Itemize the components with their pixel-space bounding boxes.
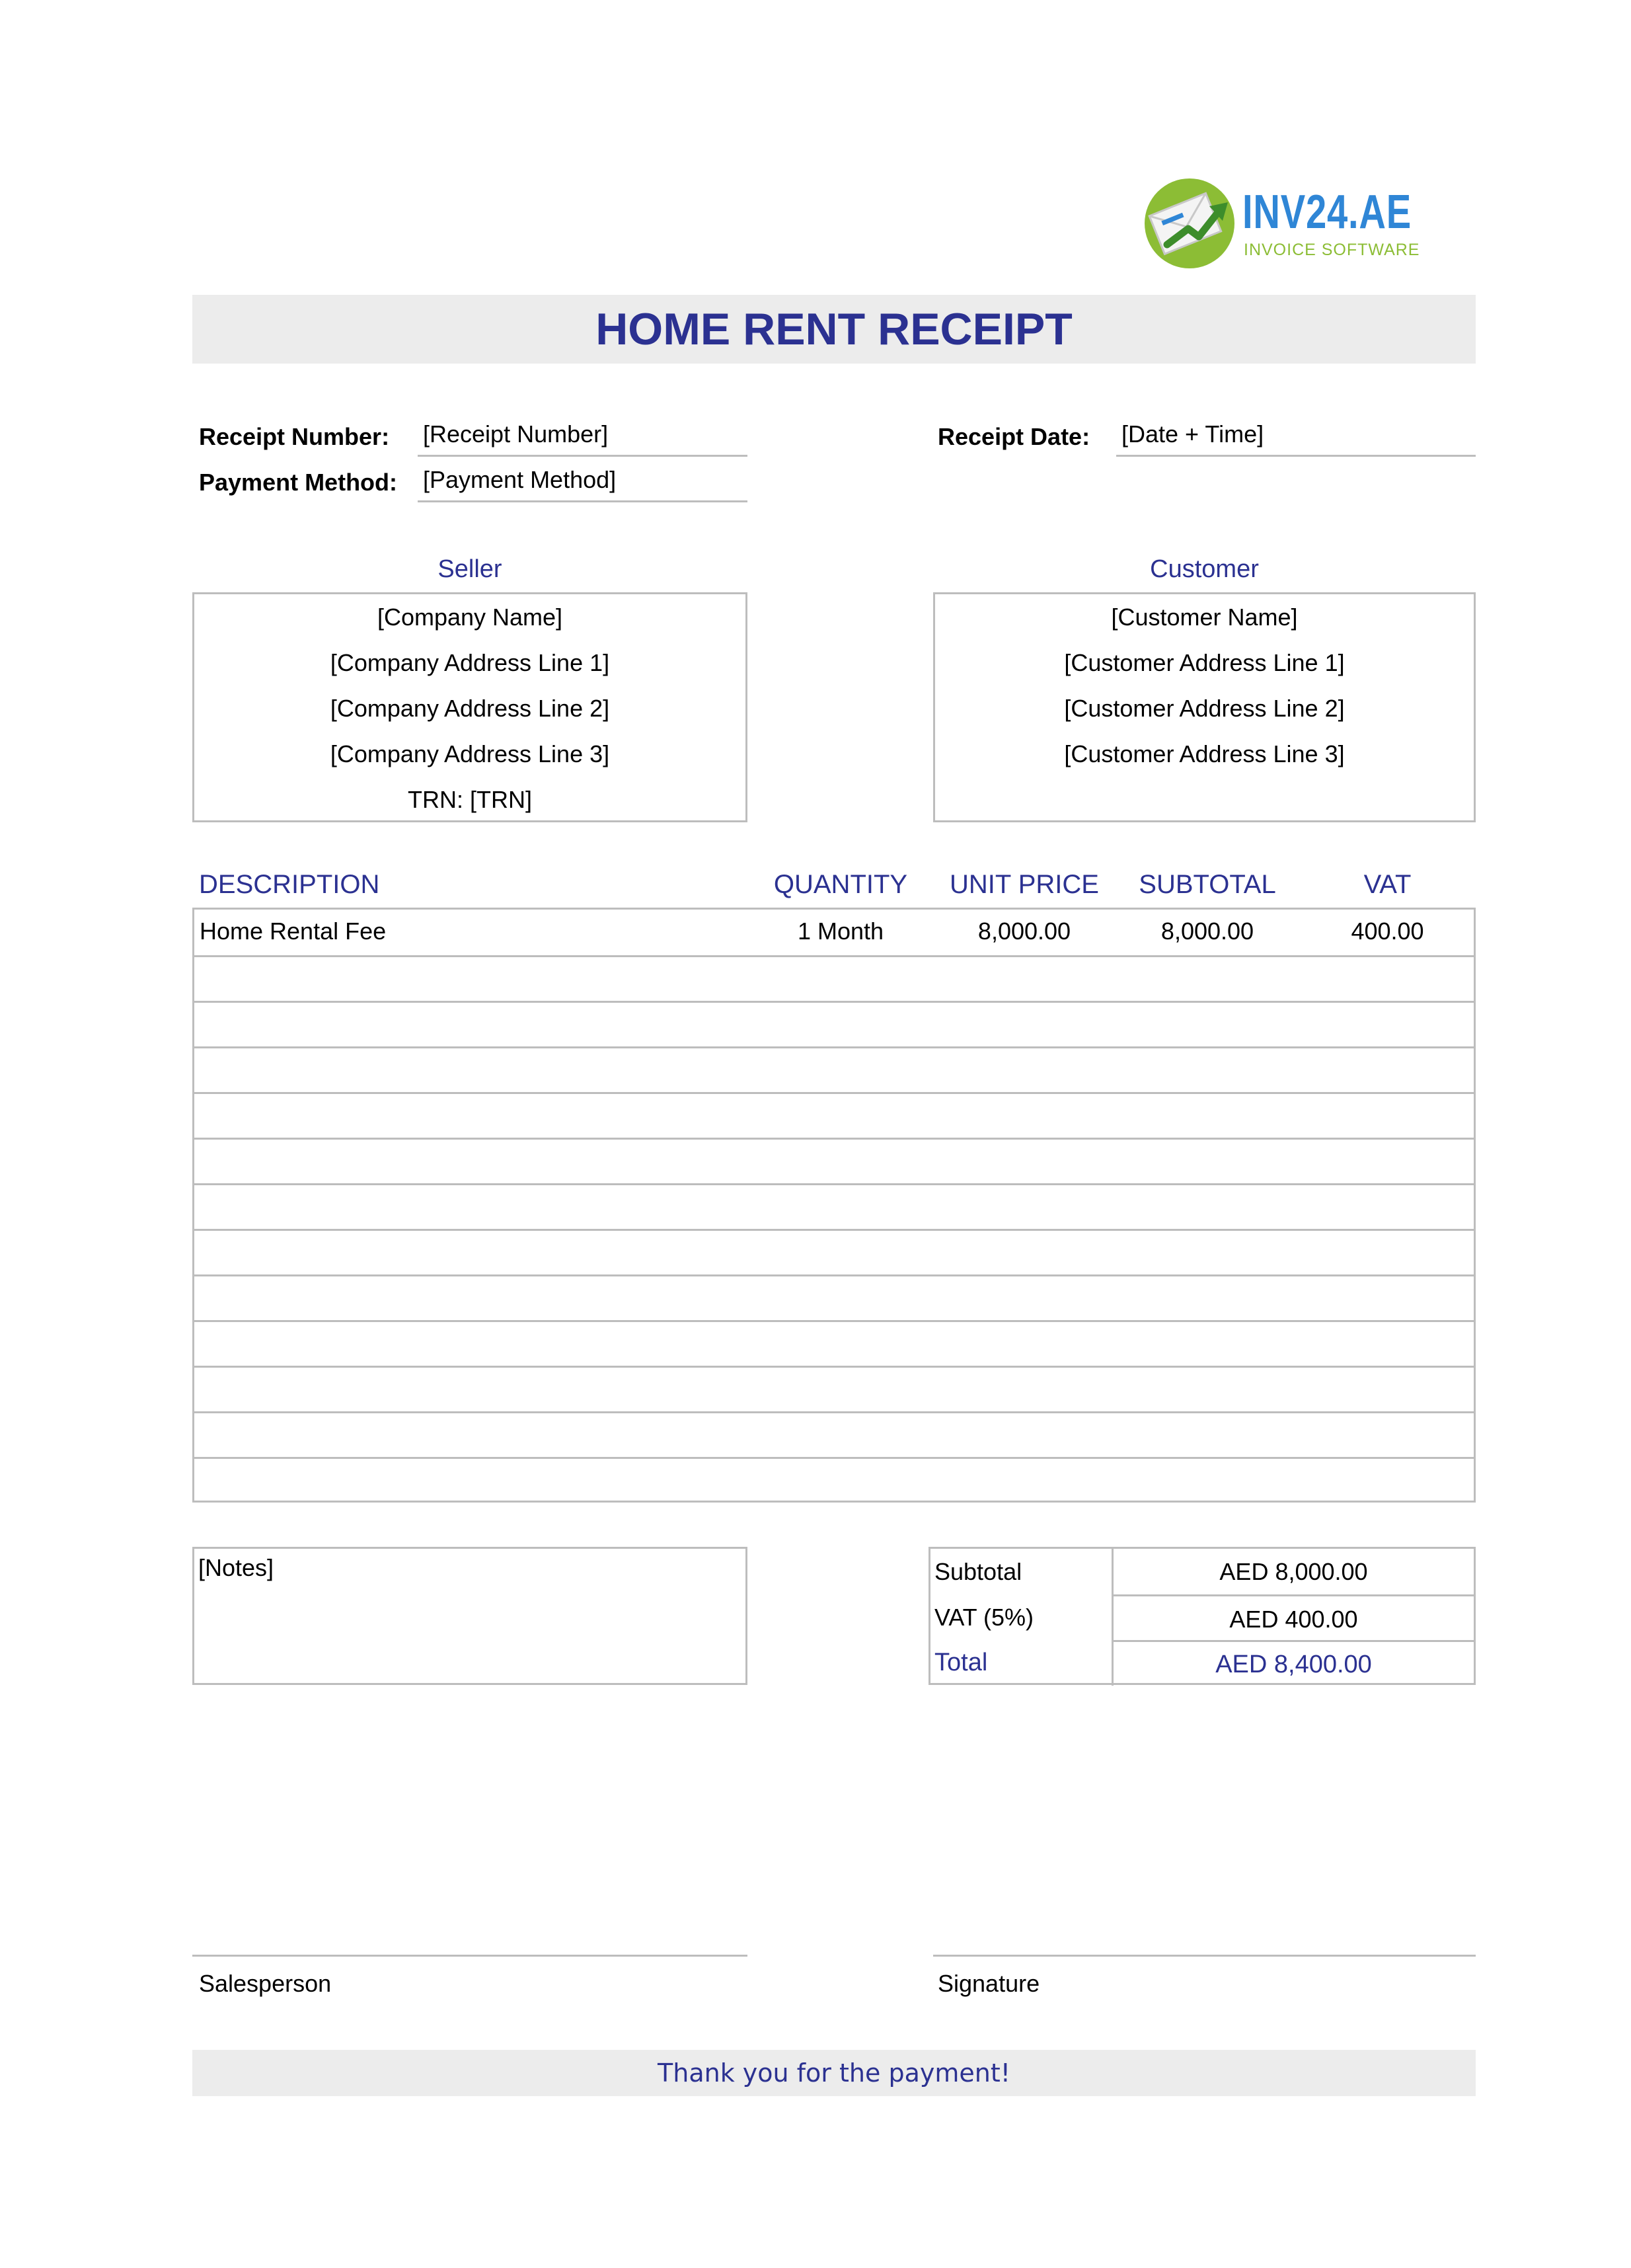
table-row-empty[interactable] [194,1092,1474,1138]
col-header-quantity: QUANTITY [773,870,908,899]
customer-address-line-2: [Customer Address Line 2] [1064,695,1345,722]
col-header-vat: VAT [1363,870,1412,899]
subtotal-value: AED 8,000.00 [1112,1549,1474,1594]
seller-address-line-2: [Company Address Line 2] [330,695,610,722]
table-row[interactable] [194,910,1474,955]
notes-text: [Notes] [198,1554,274,1581]
total-row [930,1640,1474,1686]
receipt-number-field[interactable]: [Receipt Number] [418,420,747,457]
totals-box [929,1547,1476,1685]
notes-box[interactable] [192,1547,747,1685]
vat-value: AED 400.00 [1112,1594,1474,1640]
company-logo [1141,173,1445,272]
signature-label: Signature [938,1970,1040,1997]
receipt-date-field[interactable]: [Date + Time] [1116,420,1476,457]
table-row-empty[interactable] [194,1183,1474,1229]
salesperson-label: Salesperson [199,1970,332,1997]
items-table [192,908,1476,1503]
table-row-empty[interactable] [194,1457,1474,1503]
vat-label: VAT (5%) [934,1604,1034,1631]
title-bar [192,295,1476,364]
table-row-empty[interactable] [194,1274,1474,1320]
seller-trn: TRN: [TRN] [408,786,532,813]
subtotal-label: Subtotal [934,1558,1022,1585]
seller-address-line-1: [Company Address Line 1] [330,649,610,676]
customer-address-line-3: [Customer Address Line 3] [1064,740,1345,767]
footer-bar [192,2050,1476,2096]
logo-tagline: INVOICE SOFTWARE [1244,241,1420,259]
item-vat: 400.00 [1351,918,1424,945]
thank-you-message: Thank you for the payment! [658,2058,1010,2088]
seller-company-name: [Company Name] [377,604,563,631]
col-header-subtotal: SUBTOTAL [1139,870,1276,899]
vat-row [930,1594,1474,1640]
item-subtotal: 8,000.00 [1160,918,1254,945]
customer-heading: Customer [1150,555,1259,583]
seller-heading: Seller [437,555,502,583]
customer-name: [Customer Name] [1111,604,1298,631]
table-row-empty[interactable] [194,1229,1474,1274]
table-row-empty[interactable] [194,1046,1474,1092]
customer-signature-line[interactable] [933,1955,1476,1957]
table-row-empty[interactable] [194,1001,1474,1046]
col-header-unit-price: UNIT PRICE [950,870,1099,899]
subtotal-row [930,1549,1474,1594]
table-row-empty[interactable] [194,1411,1474,1457]
customer-box [933,592,1476,822]
envelope-growth-arrow-logo-icon [1141,173,1240,272]
receipt-number-label: Receipt Number: [199,423,390,450]
total-label: Total [934,1649,988,1676]
payment-method-field[interactable]: [Payment Method] [418,466,747,502]
table-row-empty[interactable] [194,1138,1474,1183]
customer-address-line-1: [Customer Address Line 1] [1064,649,1345,676]
table-row-empty[interactable] [194,1366,1474,1411]
page-title: HOME RENT RECEIPT [595,304,1073,354]
table-row-empty[interactable] [194,1320,1474,1366]
logo-wordmark: INV24.AE [1242,186,1412,239]
table-row-empty[interactable] [194,955,1474,1001]
total-value: AED 8,400.00 [1112,1640,1474,1686]
salesperson-signature-line[interactable] [192,1955,747,1957]
seller-address-line-3: [Company Address Line 3] [330,740,610,767]
item-description: Home Rental Fee [200,918,387,945]
seller-box [192,592,747,822]
item-quantity: 1 Month [797,918,884,945]
col-header-description: DESCRIPTION [199,870,380,899]
item-unit-price: 8,000.00 [977,918,1071,945]
receipt-date-label: Receipt Date: [938,423,1090,450]
payment-method-label: Payment Method: [199,469,398,496]
